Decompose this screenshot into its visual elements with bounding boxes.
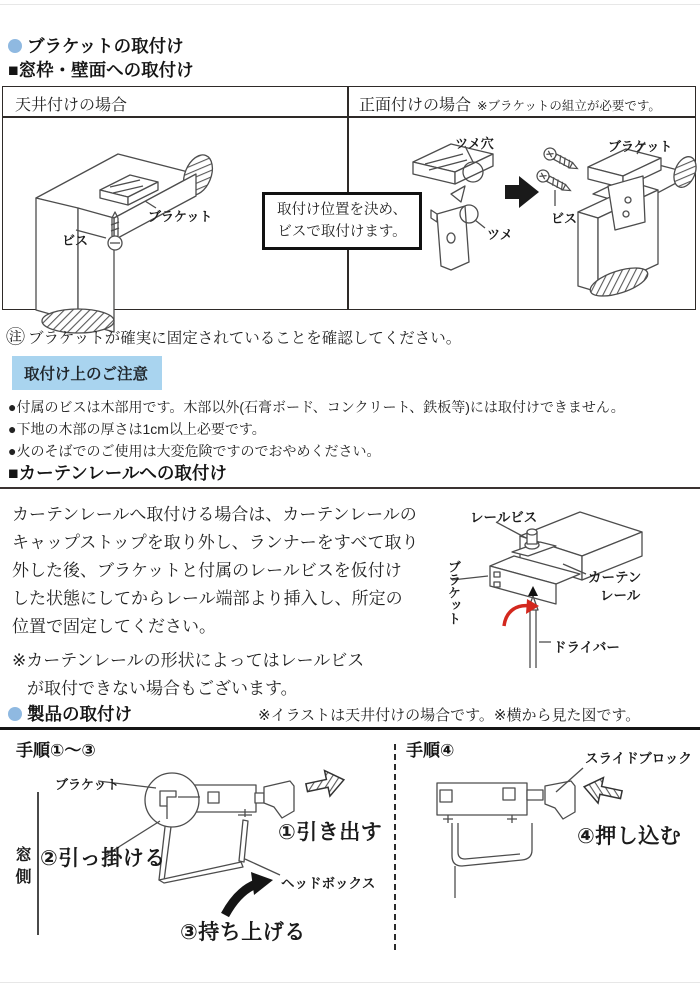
section-product-title: 製品の取付け (27, 704, 132, 724)
fixing-note-text: ブラケットが確実に固定されていることを確認してください。 (28, 330, 462, 347)
rail-note-line: ※カーテンレールの形状によってはレールビス (12, 651, 365, 670)
ceiling-bracket-label: ブラケット (148, 209, 213, 224)
caution-item: ●火のそばでのご使用は大変危険ですのでおやめください。 (8, 443, 381, 459)
step3-label: ③持ち上げる (180, 921, 306, 944)
bottom-divider (0, 982, 700, 983)
rail-bracket-label: ブラケット (446, 560, 461, 625)
rail-paragraph-line: カーテンレールへ取付ける場合は、カーテンレールの (12, 505, 417, 524)
front-screw-label: ビス (551, 211, 578, 226)
claw-label: ツメ (487, 227, 513, 242)
section-rail-heading: ■カーテンレールへの取付け (8, 463, 227, 483)
rail-heading-rule (0, 487, 700, 489)
table-header-front: 正面付けの場合 ※ブラケットの組立が必要です。 (359, 97, 661, 114)
slide-block-label: スライドブロック (585, 751, 692, 766)
table-header-ceiling: 天井付けの場合 (15, 97, 128, 114)
product-heading-rule (0, 727, 700, 730)
mount-instruction-box (262, 192, 422, 250)
lift-arrow-icon (225, 884, 256, 915)
top-divider (0, 4, 700, 5)
step4-label: ④押し込む (577, 825, 682, 848)
section-window-subtitle: ■窓枠・壁面への取付け (8, 60, 194, 80)
rail-paragraph-line: キャップストップを取り外し、ランナーをすべて取り (12, 533, 419, 552)
driver-label: ドライバー (553, 640, 620, 655)
push-in-arrow-icon (581, 774, 624, 807)
table-header-front-note: ※ブラケットの組立が必要です。 (477, 99, 661, 113)
fixing-note (6, 326, 461, 348)
rail-screw-label: レールビス (470, 510, 538, 525)
section-product-heading (8, 701, 132, 726)
step1-label: ①引き出す (278, 821, 383, 844)
solid-right-arrow-icon (505, 176, 539, 208)
rail-paragraph-line: した状態にしてからレール端部より挿入し、所定の (12, 589, 403, 608)
rail-paragraph-line: 位置で固定してください。 (12, 617, 216, 636)
mount-instruction-line1: 取付け位置を決め、 (277, 202, 407, 218)
section-bracket-heading (8, 33, 184, 58)
steps-bracket-label: ブラケット (55, 777, 120, 792)
rail-paragraph-line: 外した後、ブラケットと付属のレールビスを仮付け (12, 561, 402, 580)
caution-item: ●下地の木部の厚さは1cm以上必要です。 (8, 421, 266, 437)
front-bracket-label: ブラケット (608, 139, 673, 154)
section-bracket-title: ブラケットの取付け (27, 36, 184, 56)
rotate-arrow-icon (504, 606, 530, 626)
step2-label: ②引っ掛ける (40, 847, 166, 870)
mount-instruction-line2: ビスで取付けます。 (277, 224, 407, 240)
attention-circle-icon: ㊟ (6, 326, 26, 348)
window-side-line (37, 792, 39, 935)
blue-bullet-icon (8, 39, 22, 53)
window-side-label: 窓側 (13, 846, 30, 890)
steps-1-3-header: 手順①〜③ (16, 741, 96, 760)
blue-bullet-icon (8, 707, 22, 721)
step-4-header: 手順④ (406, 741, 455, 760)
ceiling-mount-diagram (18, 118, 268, 313)
headbox-label: ヘッドボックス (281, 876, 376, 891)
curtain-rail-label-2: レール (600, 588, 641, 603)
steps-column-divider (394, 744, 396, 950)
ceiling-screw-label: ビス (62, 233, 89, 248)
caution-item: ●付属のビスは木部用です。木部以外(石膏ボード、コンクリート、鉄板等)には取付けできません。 (8, 399, 625, 415)
rail-note-line: が取付できない場合もございます。 (27, 679, 298, 698)
product-note: ※イラストは天井付けの場合です。※横から見た図です。 (258, 707, 641, 724)
claw-hole-label: ツメ穴 (455, 136, 494, 151)
caution-heading: 取付け上のご注意 (12, 356, 162, 390)
pull-out-arrow-icon (304, 767, 347, 800)
curtain-rail-label-1: カーテン (588, 570, 642, 585)
